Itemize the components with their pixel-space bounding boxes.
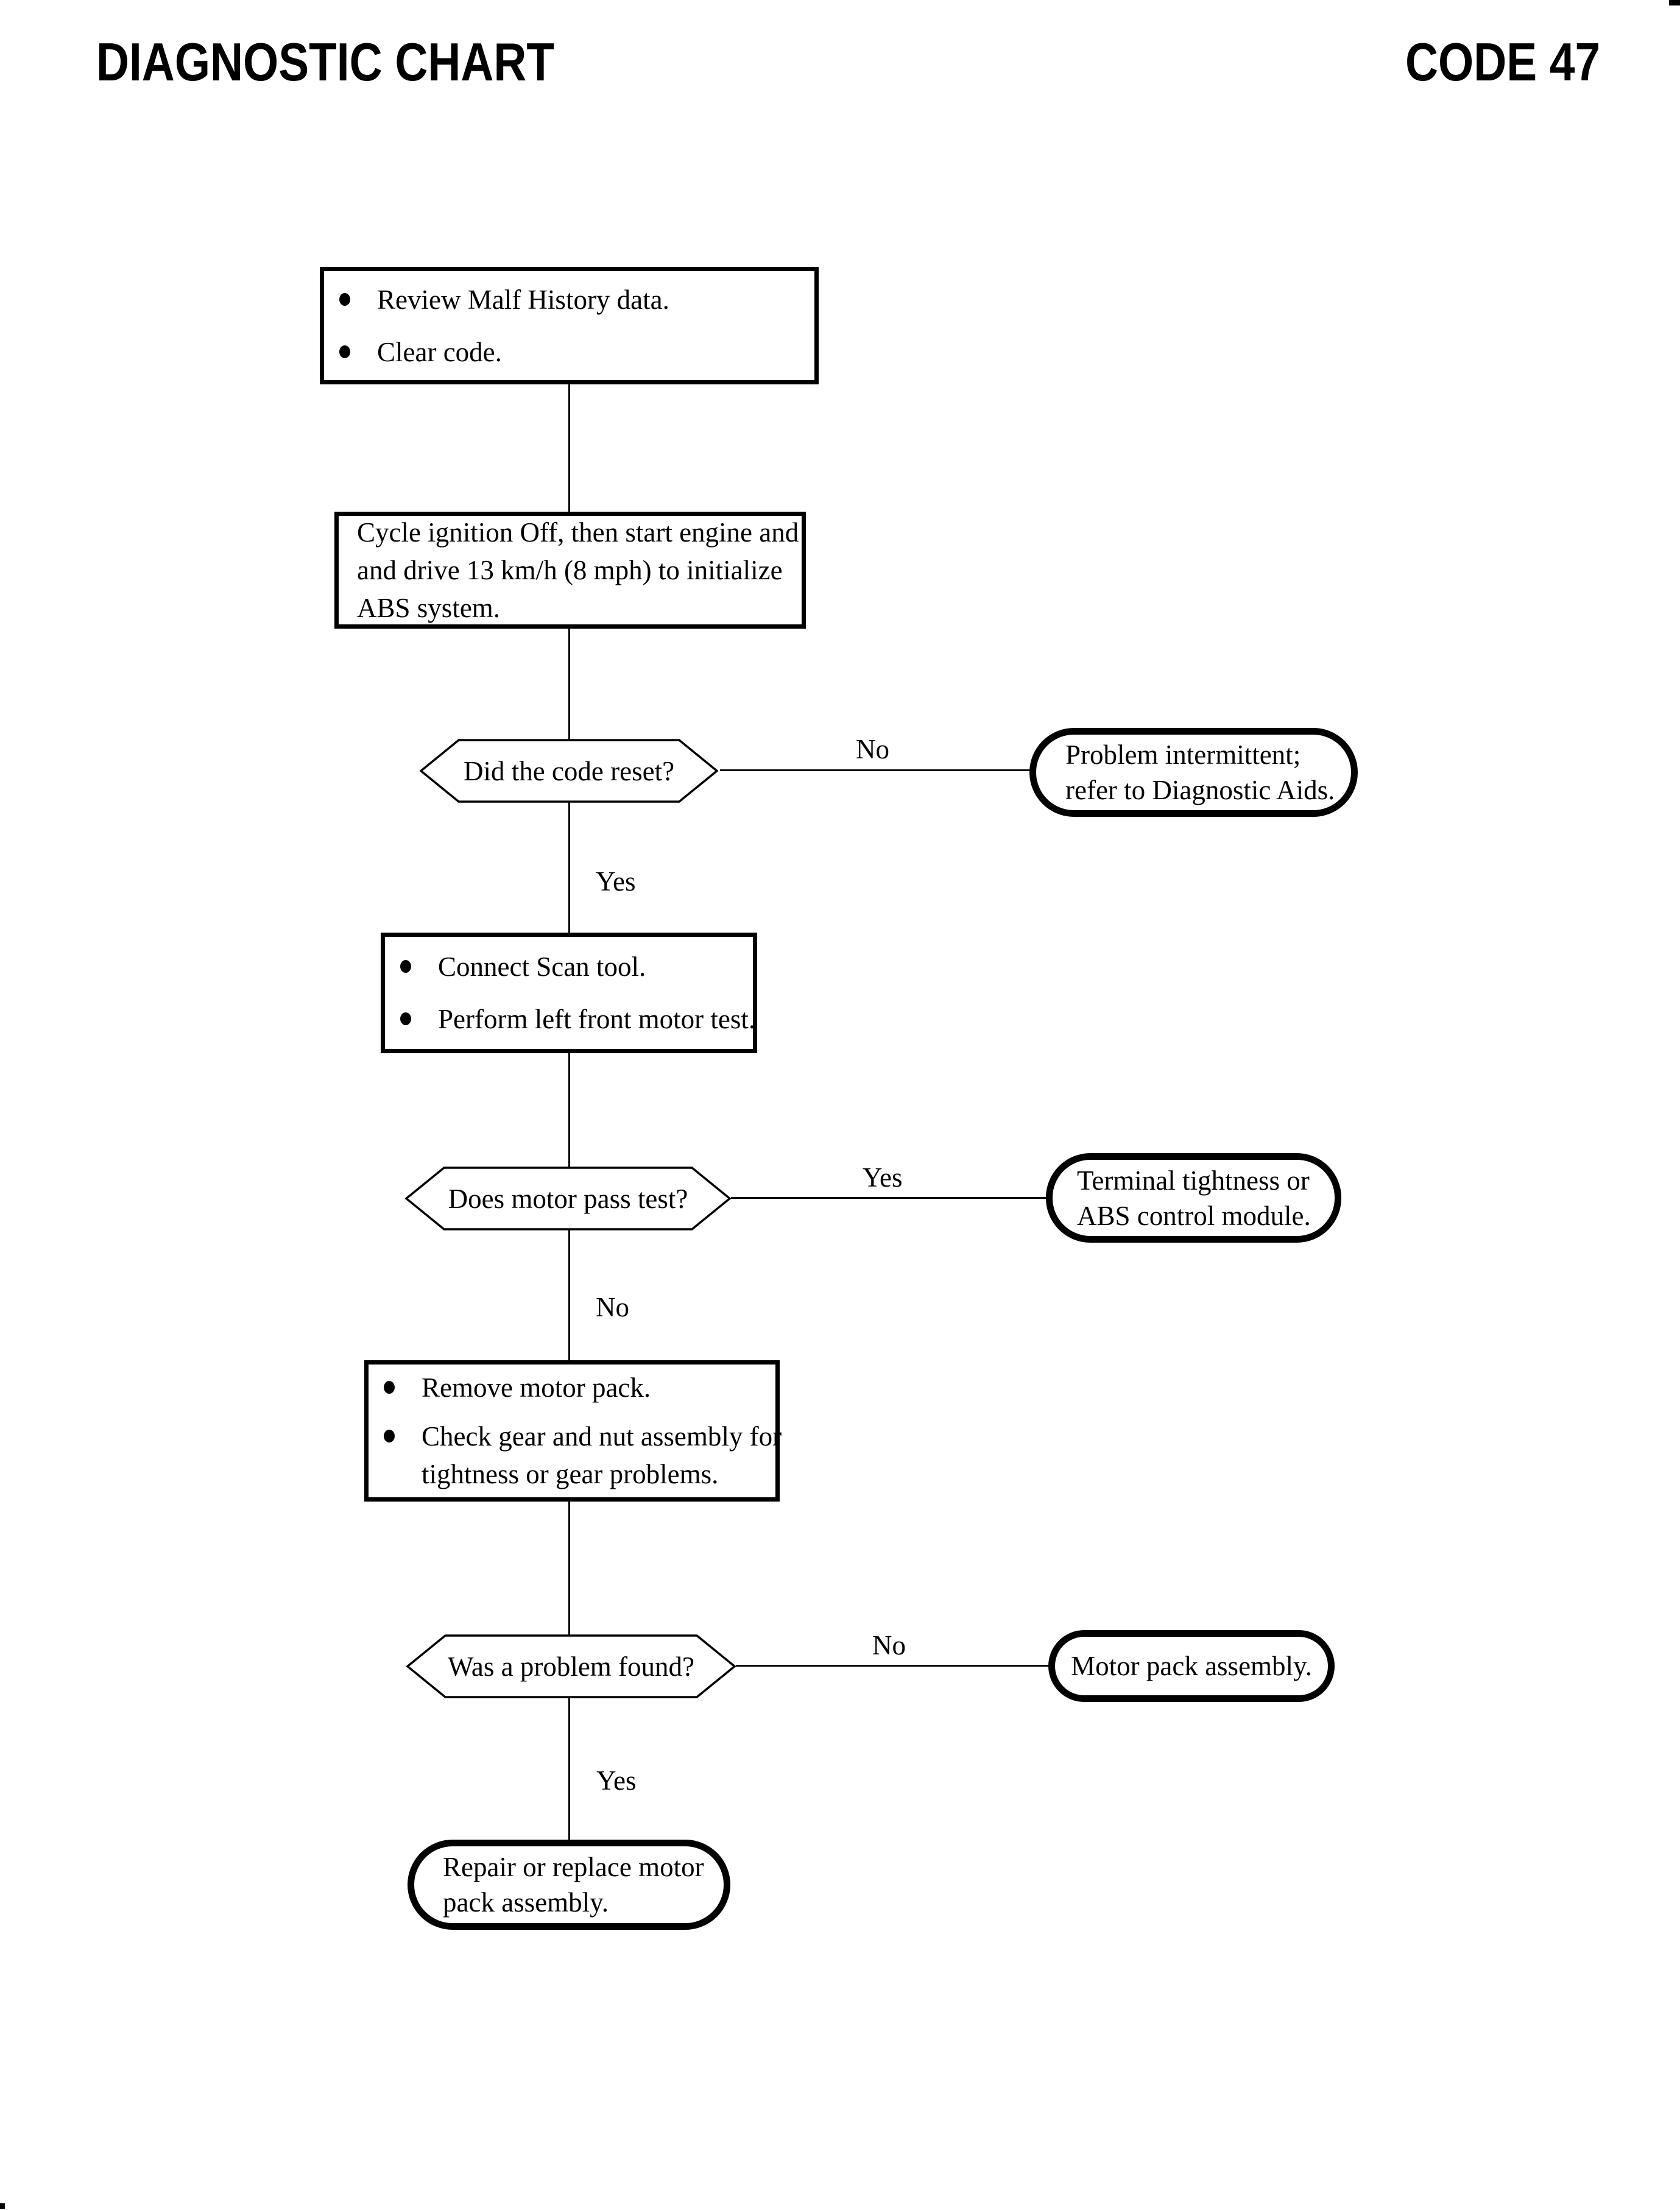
bullet-icon — [400, 1012, 411, 1025]
list-item — [369, 1369, 775, 1407]
edge-label-yes-3: Yes — [596, 1765, 637, 1796]
connector-no-3 — [736, 1665, 1051, 1667]
process-item-line: Check gear and nut assembly for — [422, 1421, 782, 1452]
process-item-text: Review Malf History data. — [377, 284, 669, 315]
list-item — [369, 1417, 782, 1493]
bullet-icon — [339, 345, 350, 358]
list-item — [324, 333, 814, 371]
process-line: ABS system. — [357, 593, 501, 623]
bullet-icon — [400, 960, 411, 973]
terminator-repair-replace — [408, 1840, 730, 1930]
connector-yes-2 — [731, 1197, 1048, 1199]
edge-label-yes-2: Yes — [863, 1162, 903, 1193]
decision-question: Was a problem found? — [448, 1651, 694, 1682]
list-item — [324, 281, 814, 319]
process-box-remove-motor-pack — [364, 1360, 780, 1502]
edge-label-no-1: No — [856, 734, 889, 764]
terminator-line: refer to Diagnostic Aids. — [1065, 775, 1335, 805]
decision-motor-pass-test — [405, 1167, 731, 1230]
terminator-terminal-tightness — [1046, 1153, 1341, 1243]
process-item-line: tightness or gear problems. — [422, 1459, 719, 1489]
list-item — [385, 1000, 756, 1038]
bullet-icon — [339, 293, 350, 306]
bullet-icon — [384, 1381, 395, 1394]
terminator-line: pack assembly. — [443, 1887, 609, 1918]
decision-did-code-reset — [420, 739, 718, 803]
terminator-line: Problem intermittent; — [1065, 740, 1301, 770]
decision-question: Did the code reset? — [463, 755, 675, 786]
process-item-text: Remove motor pack. — [422, 1372, 651, 1403]
terminator-line: Terminal tightness or — [1077, 1165, 1310, 1196]
process-item-text: Perform left front motor test. — [438, 1004, 756, 1034]
process-item-text: Clear code. — [377, 336, 502, 367]
scan-artifact-top-right — [1669, 0, 1680, 5]
decision-problem-found — [406, 1634, 736, 1698]
process-box-review-history — [320, 267, 819, 384]
terminator-problem-intermittent — [1029, 728, 1358, 817]
process-item-text — [422, 1417, 782, 1493]
terminator-motor-pack-assembly — [1048, 1630, 1335, 1702]
decision-question: Does motor pass test? — [448, 1183, 688, 1214]
terminator-line: Repair or replace motor — [443, 1852, 704, 1882]
edge-label-no-3: No — [872, 1630, 906, 1661]
edge-label-yes-1: Yes — [596, 866, 636, 897]
process-line: Cycle ignition Off, then start engine and — [357, 517, 799, 548]
process-item-text: Connect Scan tool. — [438, 951, 646, 982]
scan-artifact-bottom-left — [0, 2203, 5, 2209]
terminator-line: Motor pack assembly. — [1071, 1651, 1312, 1681]
edge-label-no-2: No — [596, 1292, 629, 1322]
page-title: DIAGNOSTIC CHART — [96, 32, 555, 92]
bullet-icon — [384, 1430, 395, 1442]
terminator-line: ABS control module. — [1077, 1200, 1311, 1231]
list-item — [385, 948, 753, 986]
page-code: CODE 47 — [1405, 32, 1601, 92]
process-box-connect-scan-tool — [381, 933, 757, 1053]
process-box-cycle-ignition — [334, 512, 806, 629]
process-line: and drive 13 km/h (8 mph) to initialize — [357, 555, 783, 585]
connector-no-1 — [720, 769, 1031, 771]
